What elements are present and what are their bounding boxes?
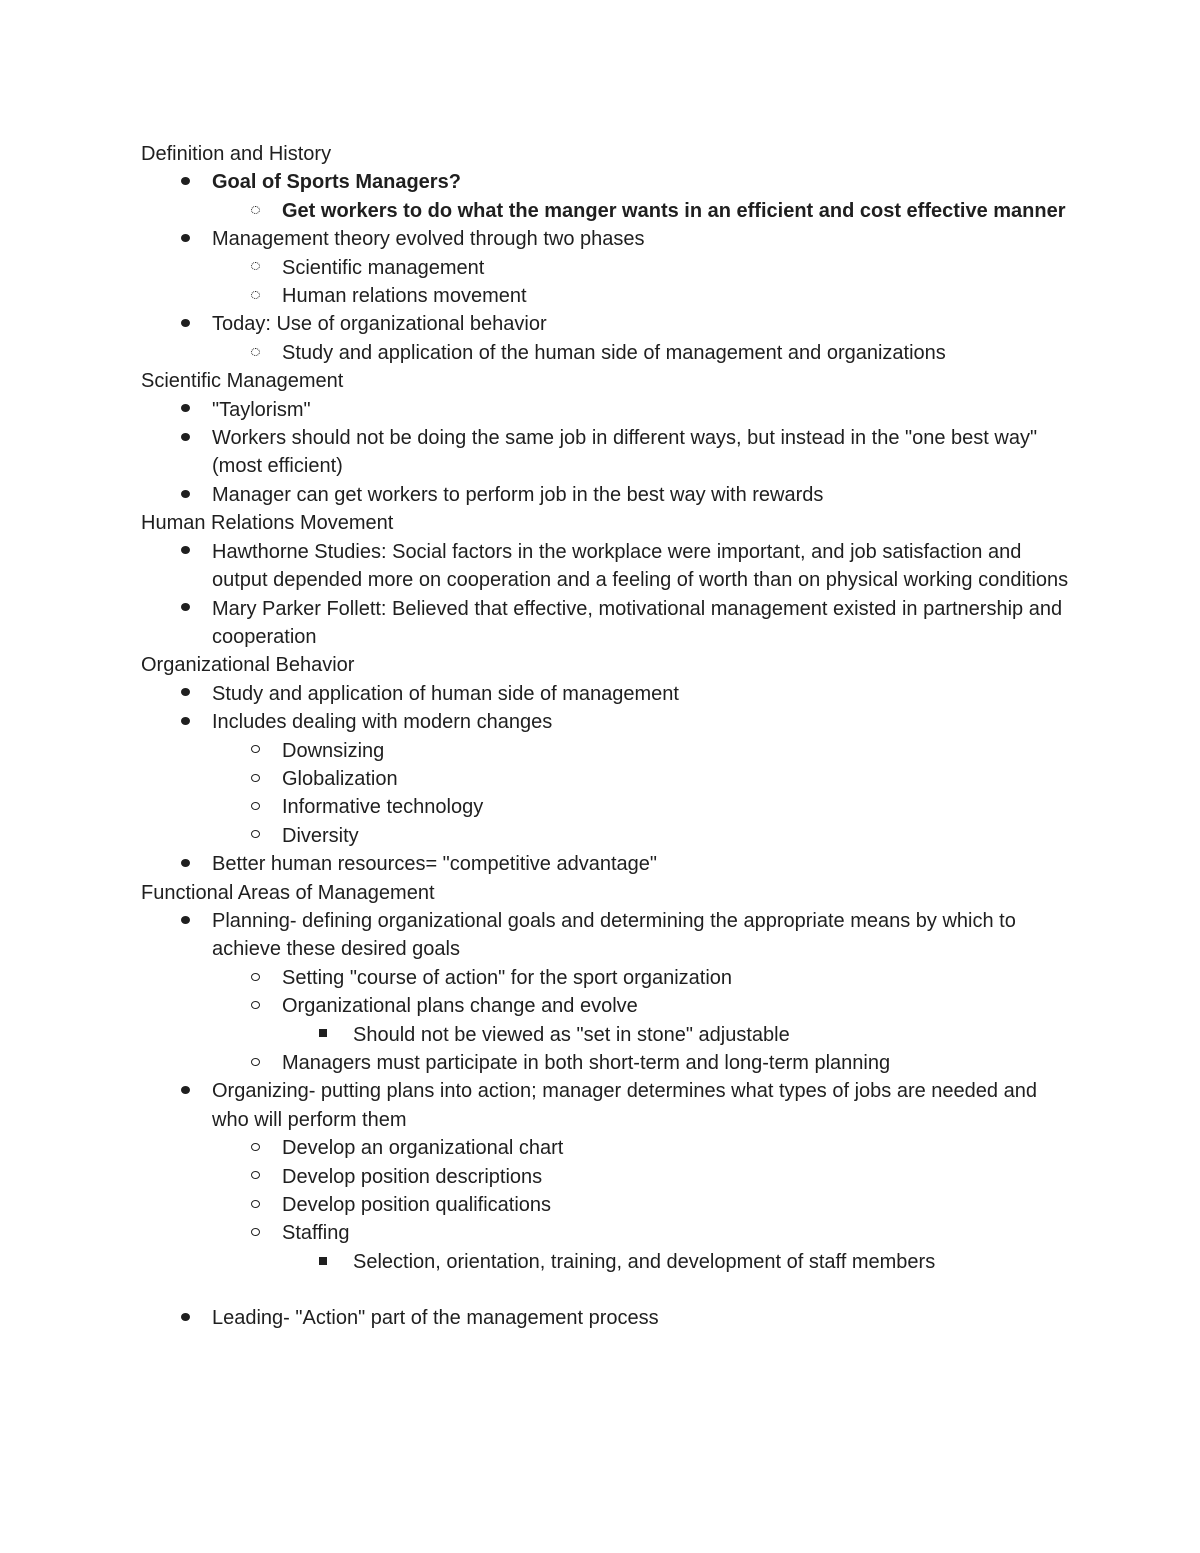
filled-bullet-icon — [175, 538, 195, 566]
filled-bullet-icon — [175, 396, 195, 424]
list-item: Globalization — [141, 765, 1071, 793]
list-item: Hawthorne Studies: Social factors in the workplace were important, and job satisfaction and output depended more on cooperation and a feeling of worth than on physical working conditions — [141, 538, 1071, 595]
hollow-circle-bullet-icon — [245, 1049, 265, 1077]
list-item: "Taylorism" — [141, 396, 1071, 424]
sub-sub-bullet-list — [141, 1248, 1071, 1276]
filled-bullet-icon — [175, 424, 195, 452]
list-item: Organizing- putting plans into action; manager determines what types of jobs are needed and who will perform them — [141, 1077, 1071, 1134]
sub-bullet-list — [141, 1049, 1071, 1077]
list-item: Develop an organizational chart — [141, 1134, 1071, 1162]
filled-bullet-icon — [175, 850, 195, 878]
bullet-list — [141, 538, 1071, 652]
list-item: Study and application of the human side of management and organizations — [141, 339, 1071, 367]
list-item: Goal of Sports Managers? — [141, 168, 1071, 196]
list-item: Mary Parker Follett: Believed that effective, motivational management existed in partnership and cooperation — [141, 595, 1071, 652]
sub-bullet-list — [141, 1134, 1071, 1248]
square-bullet-icon — [313, 1248, 333, 1276]
hollow-circle-bullet-icon — [245, 964, 265, 992]
filled-bullet-icon — [175, 225, 195, 253]
list-item: Setting "course of action" for the sport organization — [141, 964, 1071, 992]
bullet-list — [141, 1304, 1071, 1332]
hollow-circle-bullet-icon — [245, 793, 265, 821]
list-item: Leading- "Action" part of the management process — [141, 1304, 1071, 1332]
list-item: Downsizing — [141, 737, 1071, 765]
list-item: Management theory evolved through two phases — [141, 225, 1071, 253]
bullet-list — [141, 168, 1071, 196]
list-item: Selection, orientation, training, and development of staff members — [141, 1248, 1071, 1276]
hollow-circle-bullet-icon — [245, 765, 265, 793]
filled-bullet-icon — [175, 595, 195, 623]
filled-bullet-icon — [175, 310, 195, 338]
list-item: Develop position descriptions — [141, 1163, 1071, 1191]
list-item: Diversity — [141, 822, 1071, 850]
list-item: Managers must participate in both short-term and long-term planning — [141, 1049, 1071, 1077]
document-body — [141, 140, 1071, 1333]
sub-bullet-list — [141, 964, 1071, 1021]
sub-sub-bullet-list — [141, 1021, 1071, 1049]
bullet-list — [141, 907, 1071, 964]
filled-bullet-icon — [175, 168, 195, 196]
bullet-list — [141, 396, 1071, 510]
list-item: Today: Use of organizational behavior — [141, 310, 1071, 338]
bullet-list — [141, 850, 1071, 878]
section-heading: Definition and History — [141, 143, 332, 165]
hollow-circle-bullet-icon — [245, 737, 265, 765]
filled-bullet-icon — [175, 708, 195, 736]
sub-bullet-list — [141, 254, 1071, 311]
bullet-list — [141, 310, 1071, 338]
hollow-circle-bullet-icon — [245, 1163, 265, 1191]
sub-bullet-list — [141, 339, 1071, 367]
filled-bullet-icon — [175, 1304, 195, 1332]
list-item: Human relations movement — [141, 282, 1071, 310]
hollow-circle-bullet-icon — [245, 1219, 265, 1247]
section-heading: Scientific Management — [141, 370, 344, 393]
hollow-circle-bullet-icon — [245, 992, 265, 1020]
list-item: Better human resources= "competitive advantage" — [141, 850, 1071, 878]
list-item: Manager can get workers to perform job in the best way with rewards — [141, 481, 1071, 509]
dotted-ring-bullet-icon — [245, 339, 265, 367]
filled-bullet-icon — [175, 481, 195, 509]
dotted-ring-bullet-icon — [245, 282, 265, 310]
list-item: Should not be viewed as "set in stone" adjustable — [141, 1021, 1071, 1049]
sub-bullet-list — [141, 197, 1071, 225]
blank-line — [141, 1276, 1071, 1304]
list-item: Includes dealing with modern changes — [141, 708, 1071, 736]
hollow-circle-bullet-icon — [245, 1191, 265, 1219]
list-item: Scientific management — [141, 254, 1071, 282]
hollow-circle-bullet-icon — [245, 822, 265, 850]
list-item: Workers should not be doing the same job in different ways, but instead in the "one best way" (most efficient) — [141, 424, 1071, 481]
bullet-list — [141, 680, 1071, 737]
section-heading: Organizational Behavior — [141, 654, 355, 677]
square-bullet-icon — [313, 1021, 333, 1049]
list-item: Staffing — [141, 1219, 1071, 1247]
section-heading: Human Relations Movement — [141, 512, 394, 535]
list-item: Planning- defining organizational goals and determining the appropriate means by which to achieve these desired goals — [141, 907, 1071, 964]
bullet-list — [141, 225, 1071, 253]
list-item: Informative technology — [141, 793, 1071, 821]
list-item: Study and application of human side of management — [141, 680, 1071, 708]
bullet-list — [141, 1077, 1071, 1134]
list-item: Get workers to do what the manger wants in an efficient and cost effective manner — [141, 197, 1071, 225]
filled-bullet-icon — [175, 1077, 195, 1105]
filled-bullet-icon — [175, 907, 195, 935]
list-item: Organizational plans change and evolve — [141, 992, 1071, 1020]
dotted-ring-bullet-icon — [245, 197, 265, 225]
sub-bullet-list — [141, 737, 1071, 851]
section-heading: Functional Areas of Management — [141, 881, 435, 904]
filled-bullet-icon — [175, 680, 195, 708]
hollow-circle-bullet-icon — [245, 1134, 265, 1162]
list-item: Develop position qualifications — [141, 1191, 1071, 1219]
dotted-ring-bullet-icon — [245, 254, 265, 282]
